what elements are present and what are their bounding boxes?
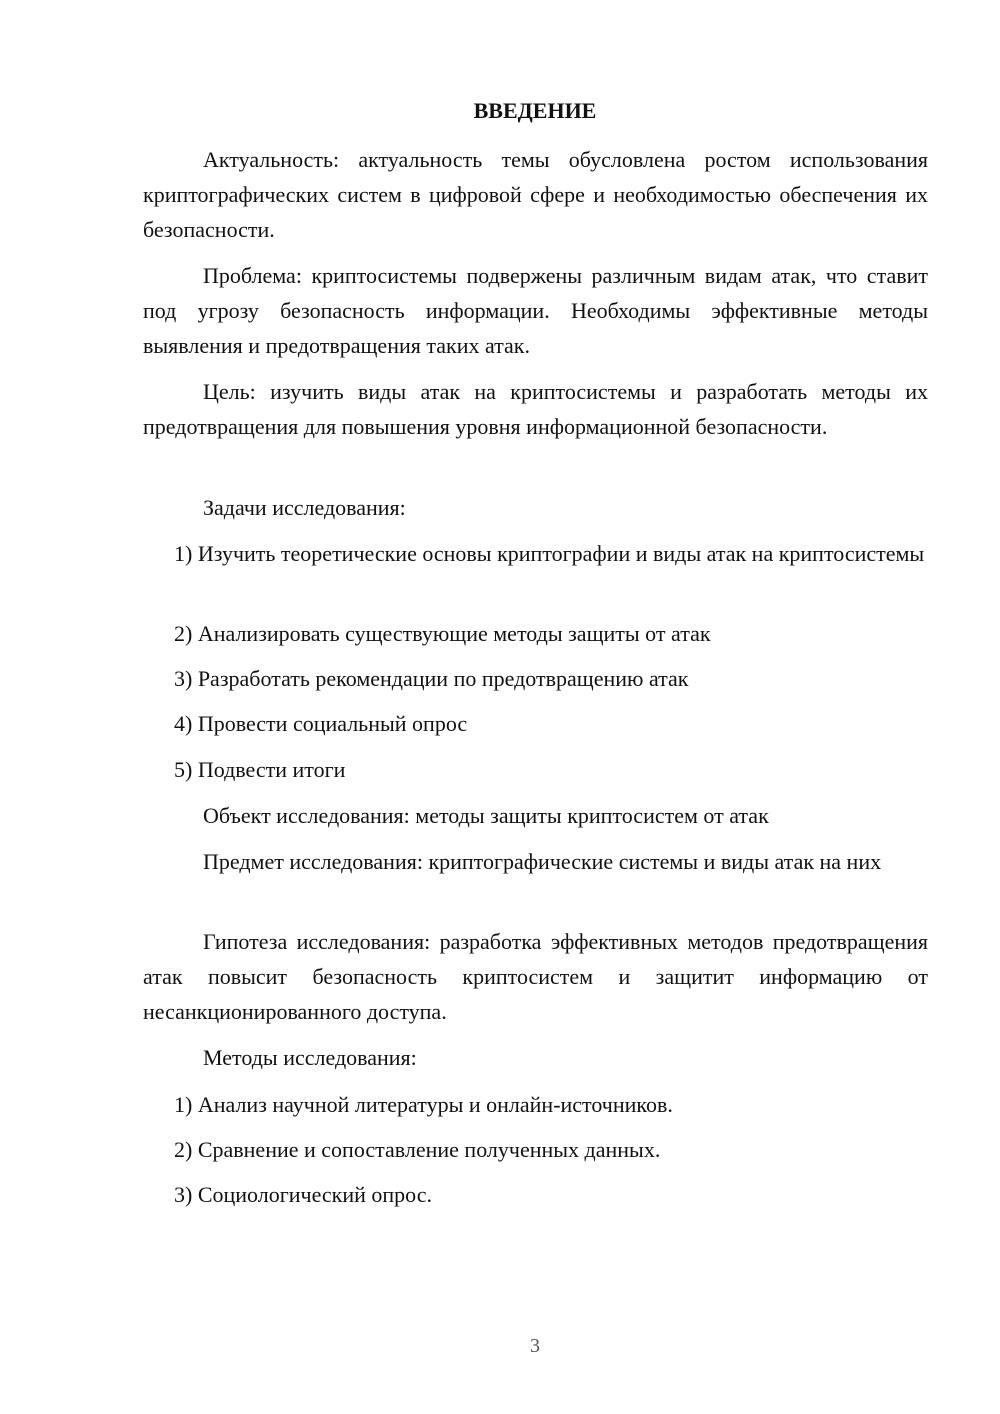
page-number: 3	[530, 1335, 540, 1357]
method-item-2: 2) Сравнение и сопоставление полученных данных.	[174, 1137, 661, 1162]
goal-paragraph: Цель: изучить виды атак на криптосистемы и разработать методы их предотвращения для повышения уровня информационной безопасности.	[143, 379, 928, 439]
methods-heading: Методы исследования:	[203, 1045, 417, 1070]
task-item-2: 2) Анализировать существующие методы защиты от атак	[174, 621, 711, 646]
task-item-4: 4) Провести социальный опрос	[174, 711, 468, 736]
object-paragraph: Объект исследования: методы защиты криптосистем от атак	[203, 803, 769, 828]
tasks-heading: Задачи исследования:	[203, 495, 406, 520]
method-item-1: 1) Анализ научной литературы и онлайн-источников.	[174, 1092, 673, 1117]
relevance-paragraph: Актуальность: актуальность темы обусловлена ростом использования криптографических систем в цифровой сфере и необходимостью обеспечения их безопасности.	[143, 147, 928, 242]
task-item-5: 5) Подвести итоги	[174, 757, 346, 782]
task-item-3: 3) Разработать рекомендации по предотвращению атак	[174, 666, 689, 691]
method-item-3: 3) Социологический опрос.	[174, 1182, 432, 1207]
hypothesis-paragraph: Гипотеза исследования: разработка эффективных методов предотвращения атак повысит безопасность криптосистем и защитит информацию от несанкционированного доступа.	[143, 929, 928, 1024]
problem-paragraph: Проблема: криптосистемы подвержены различным видам атак, что ставит под угрозу безопасность информации. Необходимы эффективные методы выявления и предотвращения таких атак.	[143, 263, 928, 358]
page-title: ВВЕДЕНИЕ	[473, 98, 597, 123]
subject-paragraph: Предмет исследования: криптографические системы и виды атак на них	[203, 849, 882, 874]
task-item-1: 1) Изучить теоретические основы криптографии и виды атак на криптосистемы	[174, 541, 925, 566]
